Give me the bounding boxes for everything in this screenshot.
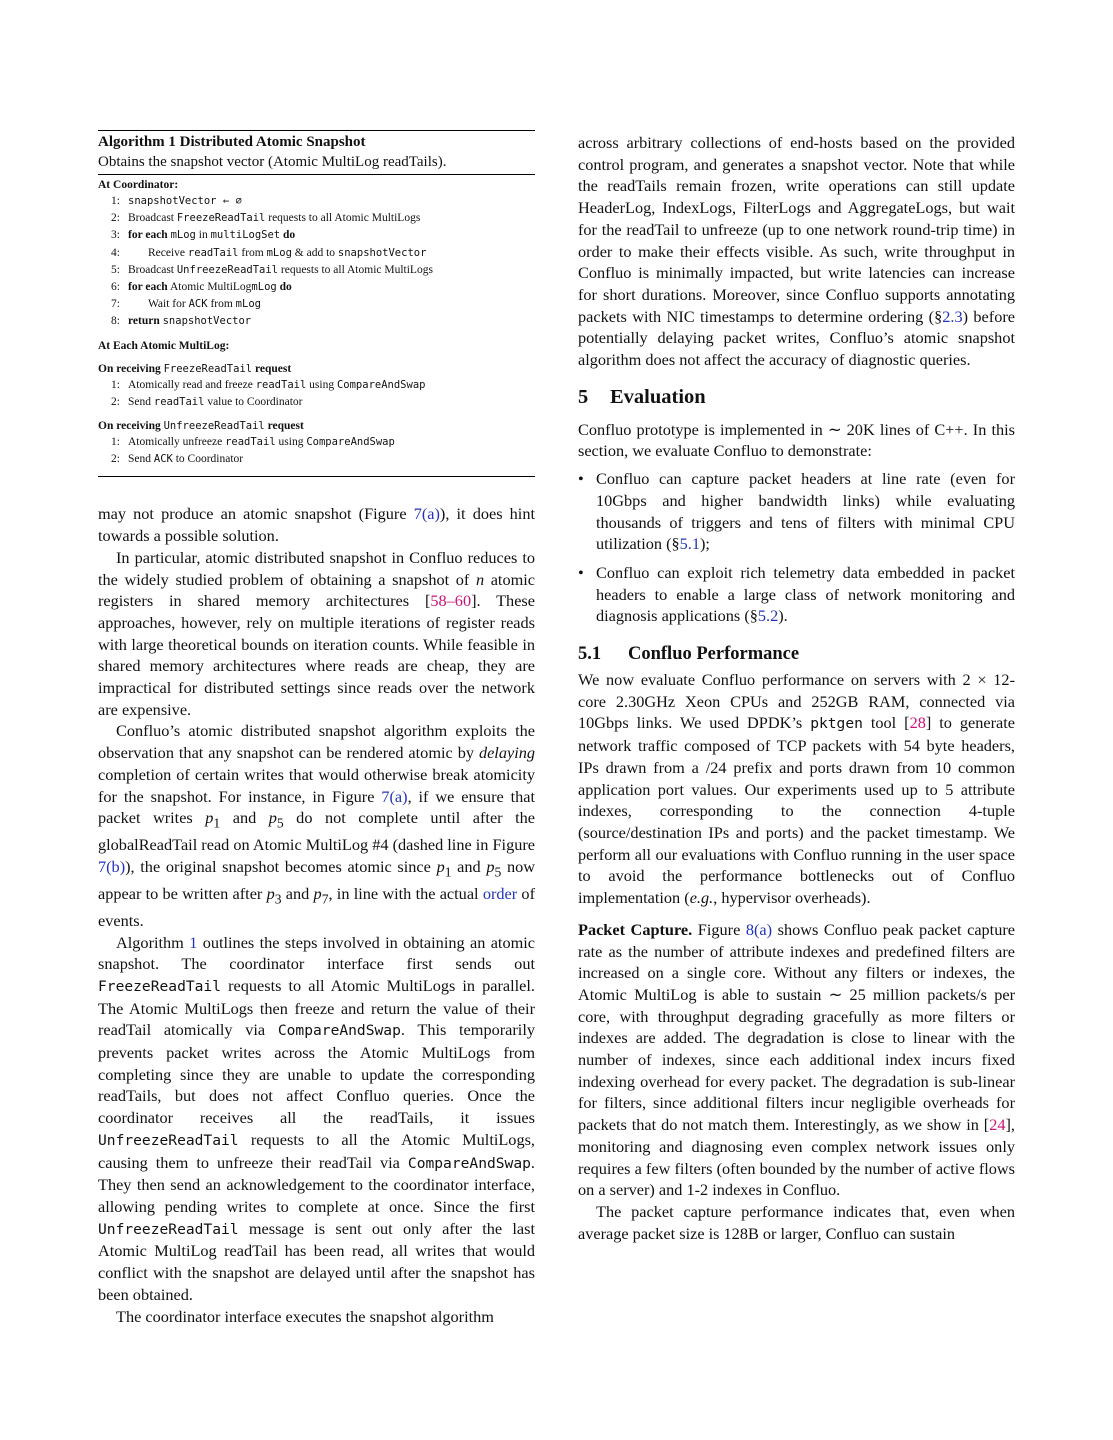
- algorithm-line: 2: Send ACK to Coordinator: [111, 453, 244, 466]
- figure-ref-link[interactable]: 7(a): [381, 786, 408, 806]
- algorithm-line: 4: Receive readTail from mLog & add to snapshotVector: [111, 246, 427, 259]
- algorithm-box: [98, 130, 535, 477]
- algorithm-line: 3: for each mLog in multiLogSet do: [111, 229, 296, 242]
- paragraph: The packet capture performance indicates that, even when average packet size is 128B or larger, Confluo can sustain: [578, 1201, 1015, 1243]
- algorithm-subtitle: Obtains the snapshot vector (Atomic MultiLog readTails).: [98, 152, 535, 175]
- section-ref-link[interactable]: 2.3: [942, 306, 963, 326]
- section-ref-link[interactable]: 5.1: [679, 534, 701, 554]
- algorithm-line: 1: snapshotVector ← ∅: [111, 195, 242, 207]
- multilog-heading: At Each Atomic MultiLog:: [98, 339, 230, 352]
- subsection-heading-performance: 5.1 Confluo Performance: [578, 644, 800, 665]
- paragraph: Algorithm 1 outlines the steps involved in obtaining an atomic snapshot. The coordinator interface first sends out FreezeReadTail requests to all Atomic MultiLogs in parallel. The Atomic MultiLogs then freeze and return the value of their readTail atomically via CompareAndSwap. This temporarily prevents packet writes across the Atomic MultiLogs from completing since they are unable to update the corresponding readTails, but does not affect Confluo queries. Once the coordinator receives all the readTails, it issues UnfreezeReadTail requests to all the Atomic MultiLogs, causing them to unfreeze their readTail via CompareAndSwap. They then send an acknowledgement to the coordinator interface, allowing pending writes to complete at once. Since the first UnfreezeReadTail message is sent out only after the last Atomic MultiLog readTail has been read, all writes that would conflict with the snapshot are delayed until after the snapshot has been obtained.: [98, 932, 536, 1304]
- paragraph: Confluo’s atomic distributed snapshot algorithm exploits the observation that any snapshot can be rendered atomic by delaying completion of certain writes that would otherwise break atomicity for the snapshot. For instance, in Figure 7(a), if we ensure that packet writes $p_1$ and $p_5$ do not complete until after the globalReadTail read on Atomic MultiLog #4 (dashed line in Figure 7(b)), the original snapshot becomes atomic since $p_1$ and $p_5$ now appear to be written after $p_3$ and $p_7$, in line with the actual order of events.: [98, 721, 536, 930]
- paragraph: The coordinator interface executes the snapshot algorithm: [116, 1306, 494, 1326]
- left-column: [98, 130, 535, 1327]
- coordinator-heading: At Coordinator:: [98, 179, 179, 191]
- paragraph: In particular, atomic distributed snapshot in Confluo reduces to the widely studied problem of obtaining a snapshot of n atomic registers in shared memory architectures [58–60]. These approaches, however, rely on multiple iterations of register reads with large theoretical bounds on iteration counts. While feasible in shared memory architectures where reads are cheap, they are impractical for distributed settings since reads over the network are expensive.: [98, 547, 536, 719]
- paragraph: Packet Capture. Figure 8(a) shows Confluo peak packet capture rate as the number of attribute indexes and predefined filters are increased on a single core. Without any filters or indexes, the Atomic MultiLog is able to sustain ∼ 25 million packets/s per core, with throughput degrading gracefully as more filters or indexes are added. The degradation is close to linear with the number of indexes, since each additional index incurs fixed indexing overhead for every packet. The degradation is sub-linear for filters, since additional filters incur negligible overheads for packets that do not match them. Interestingly, as we show in [24], monitoring and diagnosing even complex network issues only requires a few filters (often bounded by the number of active flows on a server) and 1-2 indexes in Confluo.: [578, 919, 1015, 1200]
- citation-link[interactable]: 58–60: [430, 591, 472, 611]
- algorithm-title: Algorithm 1 Distributed Atomic Snapshot: [98, 134, 366, 150]
- paragraph: We now evaluate Confluo performance on servers with 2 × 12-core 2.30GHz Xeon CPUs and 252GB RAM, connected via 10Gbps links. We used DPDK’s pktgen tool [28] to generate network traffic composed of TCP packets with 54 byte headers, IPs drawn from a /24 prefix and ports drawn from 10 common application port values. Our experiments used up to 5 attribute indexes, corresponding to the connection 4-tuple (source/destination IPs and ports) and the packet timestamp. We perform all our evaluations with Confluo running in the user space to avoid the performance bottlenecks out of Confluo implementation (e.g., hypervisor overheads).: [578, 670, 1016, 908]
- figure-ref-link[interactable]: 8(a): [745, 919, 773, 939]
- figure-ref-link[interactable]: 7(a): [413, 504, 440, 524]
- algorithm-line: 1: Atomically unfreeze readTail using CompareAndSwap: [111, 436, 395, 449]
- algorithm-line: 7: Wait for ACK from mLog: [111, 298, 261, 311]
- paragraph: Confluo prototype is implemented in ∼ 20K lines of C++. In this section, we evaluate Confluo to demonstrate:: [578, 419, 1015, 461]
- bullet-list: [578, 468, 1015, 627]
- right-column: [578, 130, 1015, 1244]
- unfreeze-handler-heading: On receiving UnfreezeReadTail request: [98, 420, 304, 433]
- algorithm-line: 8: return snapshotVector: [111, 315, 252, 328]
- paragraph: across arbitrary collections of end-hosts based on the provided control program, and generates a snapshot vector. Note that while the readTails remain frozen, write operations can still update HeaderLog, IndexLogs, FilterLogs and AggregateLogs, but wait for the readTail to unfreeze (up to one network round-trip time) in order to make their effects visible. As such, write throughput in Confluo is minimally impacted, but write latencies can increase for short durations. Moreover, since Confluo supports annotating packets with NIC timestamps to determine ordering (§2.3) before potentially delaying packet writes, Confluo’s atomic snapshot algorithm does not affect the accuracy of diagnostic queries.: [578, 133, 1015, 370]
- citation-link[interactable]: 24: [989, 1115, 1006, 1135]
- paragraph-heading: Packet Capture.: [578, 919, 693, 939]
- figure-ref-link[interactable]: 7(b): [98, 856, 126, 876]
- freeze-handler-heading: On receiving FreezeReadTail request: [98, 362, 292, 375]
- paragraph: may not produce an atomic snapshot (Figure 7(a)), it does hint towards a possible solution.: [98, 504, 535, 546]
- algorithm-line: 2: Send readTail value to Coordinator: [111, 395, 303, 408]
- algorithm-line: 5: Broadcast UnfreezeReadTail requests to all Atomic MultiLogs: [111, 263, 433, 276]
- list-item: • Confluo can capture packet headers at line rate (even for 10Gbps and higher bandwidth links) while evaluating thousands of triggers and tens of filters with minimal CPU utilization (§5.1);: [578, 468, 1015, 555]
- list-item: • Confluo can exploit rich telemetry data embedded in packet headers to enable a large class of network monitoring and diagnosis applications (§5.2).: [578, 562, 1015, 627]
- section-heading-evaluation: 5 Evaluation: [578, 385, 706, 408]
- section-ref-link[interactable]: 5.2: [757, 606, 779, 626]
- algorithm-ref-link[interactable]: 1: [189, 932, 198, 952]
- algorithm-line: 6: for each Atomic MultiLogmLog do: [111, 281, 292, 294]
- algorithm-line: 1: Atomically read and freeze readTail using CompareAndSwap: [111, 378, 426, 391]
- order-link[interactable]: order: [482, 883, 518, 903]
- citation-link[interactable]: 28: [909, 713, 926, 733]
- algorithm-line: 2: Broadcast FreezeReadTail requests to all Atomic MultiLogs: [111, 212, 421, 225]
